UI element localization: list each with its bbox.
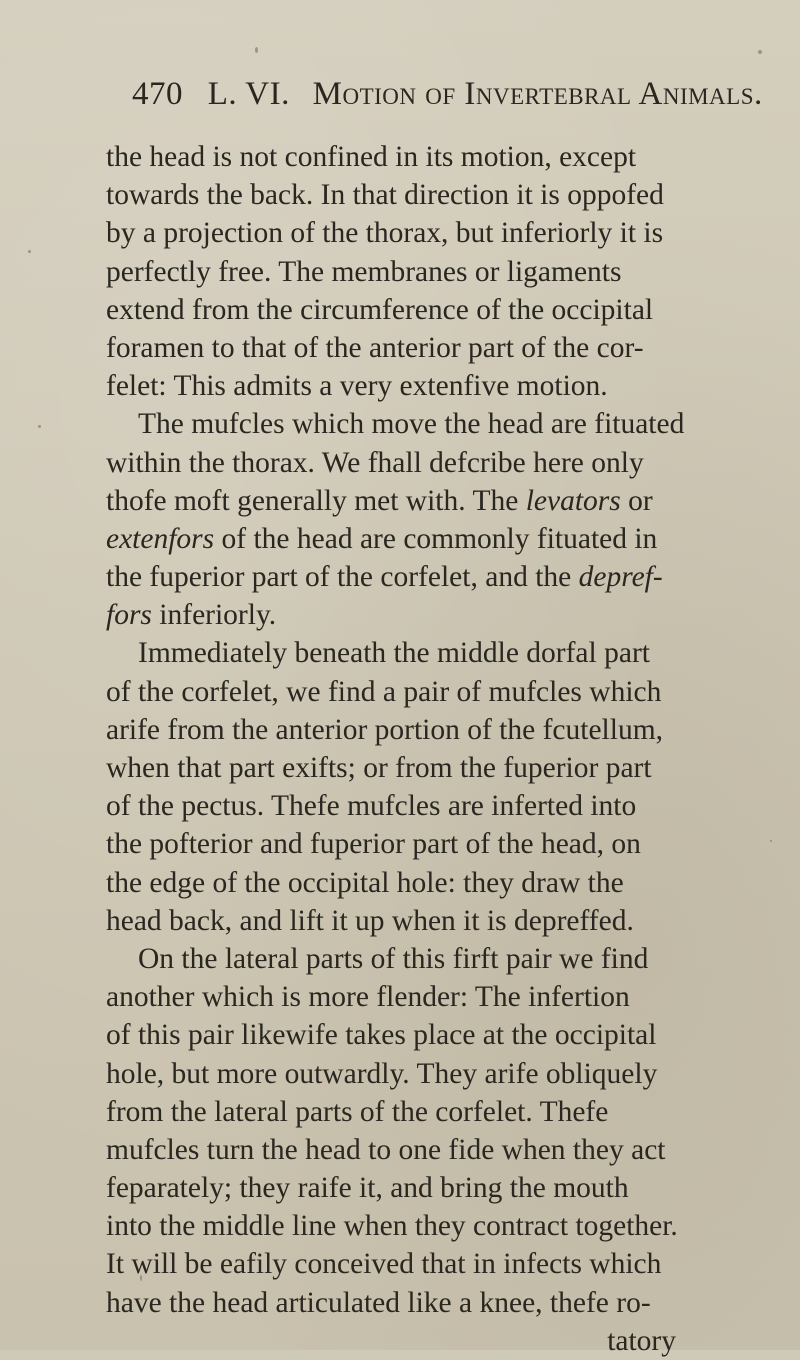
italic-term: depref- xyxy=(578,561,663,594)
text-line: have the head articulated like a knee, thefe ro- xyxy=(106,1286,651,1319)
text-line: another which is more flender: The infertion xyxy=(106,981,630,1014)
text-line: the pofterior and fuperior part of the head, on xyxy=(106,828,641,861)
body-text xyxy=(106,138,766,1360)
text-line: perfectly free. The membranes or ligaments xyxy=(106,255,622,288)
text-line: extend from the circumference of the occipital xyxy=(106,293,654,326)
text-line: of this pair likewife takes place at the occipital xyxy=(106,1019,657,1052)
text-line: head back, and lift it up when it is depreffed. xyxy=(106,904,634,937)
italic-term: levators xyxy=(525,484,621,517)
text-line: towards the back. In that direction it is oppofed xyxy=(106,179,664,212)
text-line: of the corfelet, we find a pair of mufcles which xyxy=(106,675,662,708)
text-line: when that part exifts; or from the fuperior part xyxy=(106,752,652,784)
paper-speck xyxy=(38,425,41,428)
text-line: hole, but more outwardly. They arife obliquely xyxy=(106,1057,658,1090)
running-header xyxy=(132,76,763,113)
italic-term: extenfors xyxy=(106,522,215,555)
paper-speck xyxy=(255,47,258,53)
text-line: of the pectus. Thefe mufcles are inferted into xyxy=(106,790,637,823)
text-line: It will be eafily conceived that in infects which xyxy=(106,1248,662,1281)
text-line: the fuperior part of the corfelet, and the depref- xyxy=(106,561,663,594)
paper-speck xyxy=(758,50,762,54)
running-title: Motion of Invertebral Animals. xyxy=(312,76,763,112)
text-line: arife from the anterior portion of the fcutellum, xyxy=(106,713,664,746)
lecture-number: L. VI. xyxy=(207,76,290,112)
text-line: the head is not confined in its motion, except xyxy=(106,141,637,173)
text-line: Immediately beneath the middle dorfal part xyxy=(138,637,650,670)
paper-speck xyxy=(28,250,31,253)
text-line: foramen to that of the anterior part of the cor- xyxy=(106,331,644,364)
text-line: The mufcles which move the head are fituated xyxy=(138,408,685,441)
text-line: extenfors of the head are commonly fituated in xyxy=(106,522,658,555)
text-line: thofe moft generally met with. The levators or xyxy=(106,484,653,517)
text-line: On the lateral parts of this firft pair we find xyxy=(138,942,649,975)
text-line: from the lateral parts of the corfelet. Thefe xyxy=(106,1095,609,1128)
text-line: mufcles turn the head to one fide when they act xyxy=(106,1133,666,1166)
text-line: felet: This admits a very extenfive motion. xyxy=(106,370,608,403)
text-line: fors inferiorly. xyxy=(106,599,277,632)
text-line: into the middle line when they contract together. xyxy=(106,1210,678,1243)
italic-term: fors xyxy=(106,599,152,632)
paper-speck xyxy=(770,840,772,842)
catchword: tatory xyxy=(607,1324,676,1357)
text-line: the edge of the occipital hole: they draw the xyxy=(106,866,624,899)
text-line: feparately; they raife it, and bring the mouth xyxy=(106,1172,629,1205)
page-number: 470 xyxy=(132,76,183,112)
text-line: within the thorax. We fhall defcribe here only xyxy=(106,446,644,479)
text-line: by a projection of the thorax, but inferiorly it is xyxy=(106,217,664,250)
